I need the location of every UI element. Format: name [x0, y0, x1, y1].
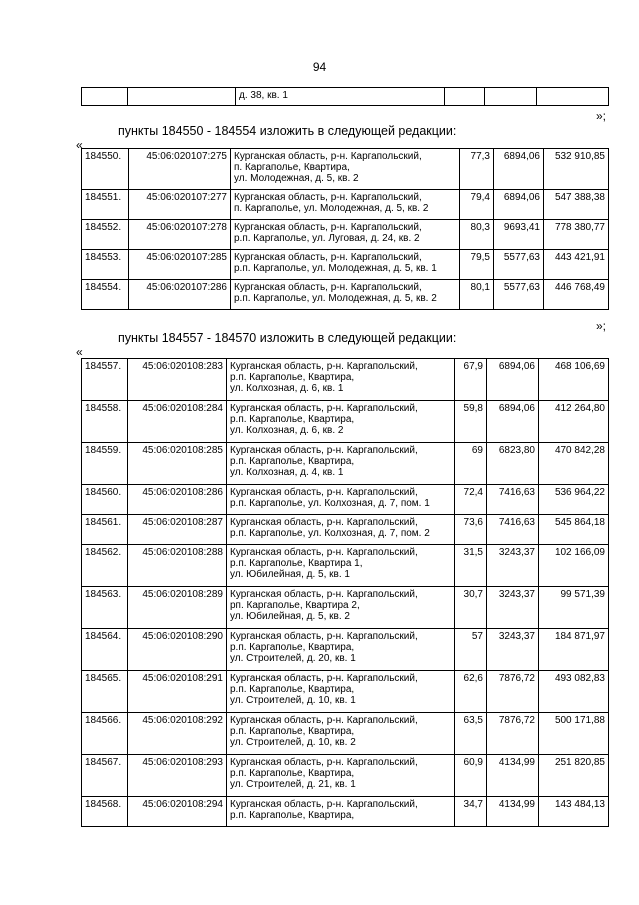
address-line: Курганская область, р-н. Каргапольский, [234, 252, 422, 263]
rate-cell: 3243,37 [487, 587, 539, 629]
value-cell: 184 871,97 [539, 629, 609, 671]
value-cell: 532 910,85 [544, 149, 609, 190]
address-line: Курганская область, р-н. Каргапольский, [230, 799, 418, 810]
address-cell [231, 250, 460, 280]
rate-cell: 3243,37 [487, 545, 539, 587]
cadastral-number-cell: 45:06:020108:286 [128, 485, 227, 515]
address-line: Курганская область, р-н. Каргапольский, [234, 192, 422, 203]
property-table-1 [81, 148, 609, 310]
address-line: р.п. Каргаполье, ул. Луговая, д. 24, кв. 2 [234, 233, 420, 244]
table-cell [537, 88, 609, 106]
table-row [82, 280, 609, 310]
rate-cell: 5577,63 [494, 250, 544, 280]
rate-cell: 3243,37 [487, 629, 539, 671]
address-line: р.п. Каргаполье, ул. Колхозная, д. 7, пом. 2 [230, 528, 430, 539]
cadastral-number-cell: 45:06:020108:294 [128, 797, 227, 827]
address-cell [227, 359, 455, 401]
item-number-cell: 184550. [82, 149, 129, 190]
address-line: р.п. Каргаполье, ул. Молодежная, д. 5, кв. 2 [234, 293, 437, 304]
table-row [82, 401, 609, 443]
value-cell: 443 421,91 [544, 250, 609, 280]
area-cell: 30,7 [455, 587, 487, 629]
cadastral-number-cell: 45:06:020108:284 [128, 401, 227, 443]
rate-cell: 7416,63 [487, 485, 539, 515]
cadastral-number-cell: 45:06:020108:292 [128, 713, 227, 755]
cadastral-number-cell: 45:06:020107:278 [129, 220, 231, 250]
address-line: ул. Строителей, д. 10, кв. 2 [230, 737, 356, 748]
item-number-cell: 184560. [82, 485, 128, 515]
area-cell: 69 [455, 443, 487, 485]
area-cell: 57 [455, 629, 487, 671]
address-cell [227, 797, 455, 827]
area-cell: 80,3 [460, 220, 494, 250]
value-cell: 99 571,39 [539, 587, 609, 629]
address-line: ул. Колхозная, д. 6, кв. 1 [230, 383, 344, 394]
table-row [82, 359, 609, 401]
value-cell: 470 842,28 [539, 443, 609, 485]
value-cell: 778 380,77 [544, 220, 609, 250]
address-line: р.п. Каргаполье, ул. Молодежная, д. 5, кв. 1 [234, 263, 437, 274]
rate-cell: 5577,63 [494, 280, 544, 310]
table-row [82, 671, 609, 713]
address-cell [227, 629, 455, 671]
area-cell: 79,5 [460, 250, 494, 280]
address-cell [227, 485, 455, 515]
address-line: ул. Молодежная, д. 5, кв. 2 [234, 173, 359, 184]
area-cell: 34,7 [455, 797, 487, 827]
rate-cell: 6894,06 [487, 401, 539, 443]
table-row [82, 149, 609, 190]
address-line: п. Каргаполье, Квартира, [234, 162, 350, 173]
address-cell [231, 220, 460, 250]
value-cell: 412 264,80 [539, 401, 609, 443]
address-line: ул. Юбилейная, д. 5, кв. 2 [230, 611, 350, 622]
area-cell: 73,6 [455, 515, 487, 545]
item-number-cell: 184564. [82, 629, 128, 671]
rate-cell: 4134,99 [487, 797, 539, 827]
item-number-cell: 184559. [82, 443, 128, 485]
table-cell [485, 88, 537, 106]
value-cell: 251 820,85 [539, 755, 609, 797]
rate-cell: 6823,80 [487, 443, 539, 485]
value-cell: 536 964,22 [539, 485, 609, 515]
address-cell [227, 443, 455, 485]
rate-cell: 6894,06 [494, 149, 544, 190]
address-line: р.п. Каргаполье, Квартира, [230, 372, 355, 383]
cadastral-number-cell: 45:06:020108:287 [128, 515, 227, 545]
address-cell [227, 713, 455, 755]
cadastral-number-cell: 45:06:020108:290 [128, 629, 227, 671]
item-number-cell: 184567. [82, 755, 128, 797]
cadastral-number-cell: 45:06:020108:289 [128, 587, 227, 629]
table-row [82, 190, 609, 220]
item-number-cell: 184561. [82, 515, 128, 545]
item-number-cell: 184562. [82, 545, 128, 587]
address-cell [227, 515, 455, 545]
cadastral-number-cell: 45:06:020107:285 [129, 250, 231, 280]
address-line: Курганская область, р-н. Каргапольский, [230, 403, 418, 414]
property-table-2 [81, 358, 609, 827]
address-line: р.п. Каргаполье, Квартира, [230, 414, 355, 425]
table-row [82, 88, 609, 106]
cadastral-number-cell: 45:06:020108:291 [128, 671, 227, 713]
address-cell [227, 401, 455, 443]
address-cell [227, 755, 455, 797]
table-cell [445, 88, 485, 106]
address-line: р.п. Каргаполье, Квартира, [230, 810, 355, 821]
cadastral-number-cell: 45:06:020107:286 [129, 280, 231, 310]
address-line: Курганская область, р-н. Каргапольский, [230, 631, 418, 642]
address-line: Курганская область, р-н. Каргапольский, [230, 517, 418, 528]
item-number-cell: 184565. [82, 671, 128, 713]
table-row [82, 797, 609, 827]
address-line: Курганская область, р-н. Каргапольский, [230, 547, 418, 558]
value-cell: 446 768,49 [544, 280, 609, 310]
address-line: Курганская область, р-н. Каргапольский, [234, 222, 422, 233]
address-cell [227, 671, 455, 713]
rate-cell: 7876,72 [487, 671, 539, 713]
address-line: р.п. Каргаполье, Квартира, [230, 684, 355, 695]
value-cell: 545 864,18 [539, 515, 609, 545]
area-cell: 77,3 [460, 149, 494, 190]
area-cell: 80,1 [460, 280, 494, 310]
rate-cell: 7876,72 [487, 713, 539, 755]
address-line: Курганская область, р-н. Каргапольский, [230, 757, 418, 768]
table-row [82, 755, 609, 797]
opening-quote: « [76, 138, 83, 152]
cadastral-number-cell: 45:06:020108:285 [128, 443, 227, 485]
address-line: Курганская область, р-н. Каргапольский, [230, 589, 418, 600]
item-number-cell: 184554. [82, 280, 129, 310]
item-number-cell: 184551. [82, 190, 129, 220]
address-cell [227, 587, 455, 629]
area-cell: 67,9 [455, 359, 487, 401]
area-cell: 79,4 [460, 190, 494, 220]
address-line: п. Каргаполье, ул. Молодежная, д. 5, кв. 2 [234, 203, 429, 214]
table-row [82, 587, 609, 629]
table-row [82, 515, 609, 545]
section-heading: пункты 184557 - 184570 изложить в следующей редакции: [118, 331, 457, 345]
address-cell [227, 545, 455, 587]
table-cell [82, 88, 128, 106]
address-line: рп. Каргаполье, Квартира 2, [230, 600, 360, 611]
value-cell: 102 166,09 [539, 545, 609, 587]
address-line: ул. Юбилейная, д. 5, кв. 1 [230, 569, 350, 580]
opening-quote: « [76, 345, 83, 359]
cadastral-number-cell: 45:06:020107:275 [129, 149, 231, 190]
item-number-cell: 184563. [82, 587, 128, 629]
address-cell [231, 280, 460, 310]
address-line: ул. Колхозная, д. 6, кв. 2 [230, 425, 344, 436]
table-cell: д. 38, кв. 1 [236, 88, 445, 106]
table-row [82, 545, 609, 587]
cadastral-number-cell: 45:06:020107:277 [129, 190, 231, 220]
rate-cell: 9693,41 [494, 220, 544, 250]
top-table-fragment [81, 87, 609, 106]
table-cell [128, 88, 236, 106]
closing-quote: »; [596, 319, 607, 333]
page-number: 94 [312, 60, 327, 74]
value-cell: 547 388,38 [544, 190, 609, 220]
area-cell: 31,5 [455, 545, 487, 587]
address-line: Курганская область, р-н. Каргапольский, [234, 282, 422, 293]
value-cell: 468 106,69 [539, 359, 609, 401]
table-row [82, 250, 609, 280]
cadastral-number-cell: 45:06:020108:293 [128, 755, 227, 797]
table-row [82, 220, 609, 250]
rate-cell: 7416,63 [487, 515, 539, 545]
address-line: р.п. Каргаполье, ул. Колхозная, д. 7, пом. 1 [230, 498, 430, 509]
rate-cell: 4134,99 [487, 755, 539, 797]
section-heading: пункты 184550 - 184554 изложить в следующей редакции: [118, 124, 457, 138]
address-line: Курганская область, р-н. Каргапольский, [230, 715, 418, 726]
address-line: р.п. Каргаполье, Квартира, [230, 456, 355, 467]
address-line: р.п. Каргаполье, Квартира, [230, 726, 355, 737]
item-number-cell: 184568. [82, 797, 128, 827]
address-line: Курганская область, р-н. Каргапольский, [230, 487, 418, 498]
table-row [82, 485, 609, 515]
area-cell: 72,4 [455, 485, 487, 515]
address-line: р.п. Каргаполье, Квартира 1, [230, 558, 363, 569]
address-line: Курганская область, р-н. Каргапольский, [230, 673, 418, 684]
item-number-cell: 184566. [82, 713, 128, 755]
closing-quote: »; [596, 109, 607, 123]
address-line: Курганская область, р-н. Каргапольский, [230, 445, 418, 456]
area-cell: 60,9 [455, 755, 487, 797]
address-line: ул. Колхозная, д. 4, кв. 1 [230, 467, 344, 478]
table-row [82, 629, 609, 671]
table-row [82, 713, 609, 755]
area-cell: 62,6 [455, 671, 487, 713]
address-cell [231, 190, 460, 220]
address-line: ул. Строителей, д. 20, кв. 1 [230, 653, 356, 664]
address-cell [231, 149, 460, 190]
cadastral-number-cell: 45:06:020108:288 [128, 545, 227, 587]
table-row [82, 443, 609, 485]
area-cell: 63,5 [455, 713, 487, 755]
rate-cell: 6894,06 [487, 359, 539, 401]
item-number-cell: 184552. [82, 220, 129, 250]
item-number-cell: 184557. [82, 359, 128, 401]
address-line: р.п. Каргаполье, Квартира, [230, 768, 355, 779]
address-line: Курганская область, р-н. Каргапольский, [234, 151, 422, 162]
cadastral-number-cell: 45:06:020108:283 [128, 359, 227, 401]
address-line: ул. Строителей, д. 21, кв. 1 [230, 779, 356, 790]
rate-cell: 6894,06 [494, 190, 544, 220]
value-cell: 500 171,88 [539, 713, 609, 755]
value-cell: 143 484,13 [539, 797, 609, 827]
value-cell: 493 082,83 [539, 671, 609, 713]
item-number-cell: 184553. [82, 250, 129, 280]
address-line: ул. Строителей, д. 10, кв. 1 [230, 695, 356, 706]
item-number-cell: 184558. [82, 401, 128, 443]
address-line: Курганская область, р-н. Каргапольский, [230, 361, 418, 372]
area-cell: 59,8 [455, 401, 487, 443]
address-line: р.п. Каргаполье, Квартира, [230, 642, 355, 653]
